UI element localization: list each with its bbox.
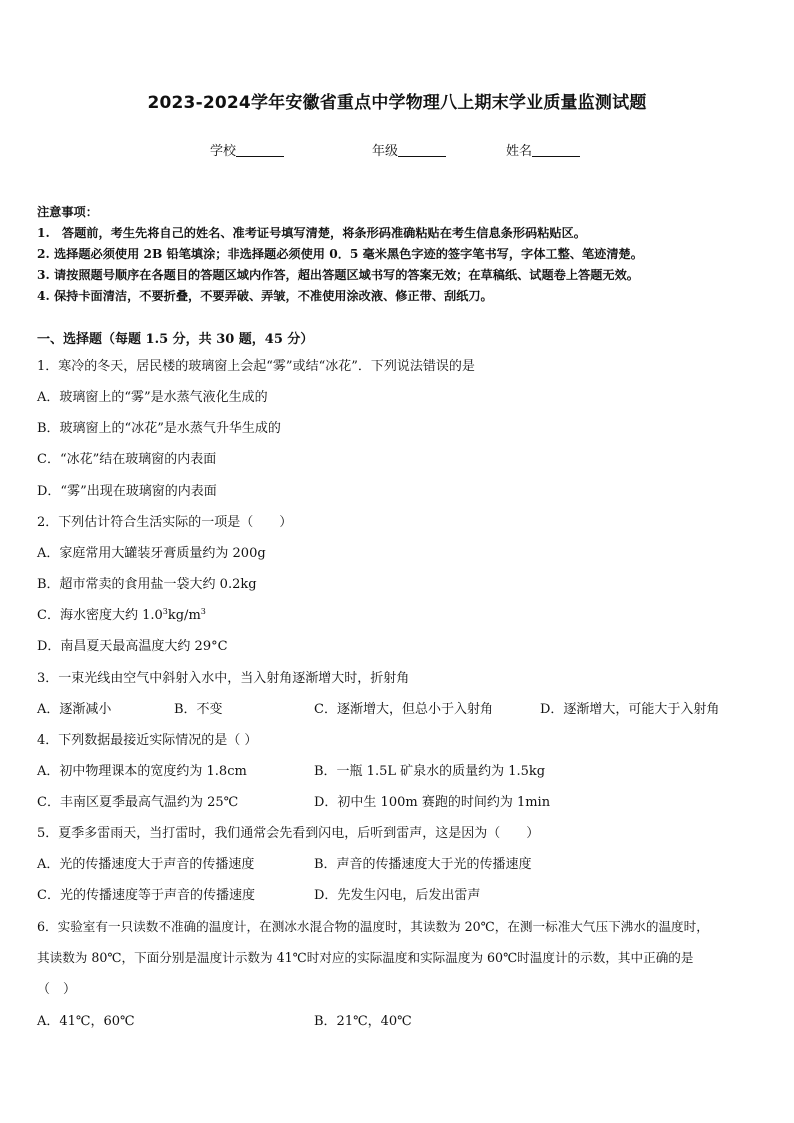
density-unit-exponent: 3 bbox=[200, 607, 206, 616]
student-info-row bbox=[0, 140, 794, 160]
grade-field bbox=[372, 140, 446, 159]
question-1-option-c: C．“冰花”结在玻璃窗的内表面 bbox=[37, 452, 217, 467]
question-5-stem: 5．夏季多雷雨天，当打雷时，我们通常会先看到闪电，后听到雷声，这是因为（ ） bbox=[37, 826, 540, 841]
school-label: 学校 bbox=[210, 144, 237, 159]
question-5-option-c: C．光的传播速度等于声音的传播速度 bbox=[37, 888, 255, 903]
question-5-option-a: A．光的传播速度大于声音的传播速度 bbox=[37, 857, 255, 872]
note-item: 4. 保持卡面清洁，不要折叠，不要弄破、弄皱，不准使用涂改液、修正带、刮纸刀。 bbox=[37, 289, 493, 303]
question-3-option-d: D．逐渐增大，可能大于入射角 bbox=[540, 702, 720, 717]
density-text: C．海水密度大约 1.0 bbox=[37, 608, 163, 623]
name-blank bbox=[532, 144, 580, 157]
question-4-option-a: A．初中物理课本的宽度约为 1.8cm bbox=[37, 764, 247, 779]
school-blank bbox=[236, 144, 284, 157]
school-field bbox=[210, 140, 284, 159]
note-item: 1. 答题前，考生先将自己的姓名、准考证号填写清楚，将条形码准确粘贴在考生信息条形码粘贴区。 bbox=[37, 226, 586, 240]
name-field bbox=[506, 140, 580, 159]
grade-label: 年级 bbox=[372, 144, 399, 159]
density-unit: kg/m bbox=[167, 608, 201, 623]
question-3-option-a: A．逐渐减小 bbox=[37, 702, 112, 717]
question-4-option-b: B．一瓶 1.5L 矿泉水的质量约为 1.5kg bbox=[314, 764, 546, 779]
section-heading: 一、选择题（每题 1.5 分，共 30 题，45 分） bbox=[37, 332, 314, 347]
question-6-stem-line: （ ） bbox=[37, 982, 77, 997]
question-1-stem: 1．寒冷的冬天，居民楼的玻璃窗上会起“雾”或结“冰花”．下列说法错误的是 bbox=[37, 359, 475, 374]
question-4-option-c: C．丰南区夏季最高气温约为 25℃ bbox=[37, 795, 239, 810]
name-label: 姓名 bbox=[506, 144, 533, 159]
question-2-option-d: D．南昌夏天最高温度大约 29°C bbox=[37, 639, 228, 654]
question-6-stem-line: 6．实验室有一只读数不准确的温度计，在测冰水混合物的温度时，其读数为 20℃，在测一标准大气压下沸水的温度时， bbox=[37, 919, 709, 934]
question-4-option-d: D．初中生 100m 赛跑的时间约为 1min bbox=[314, 795, 551, 810]
question-3-stem: 3．一束光线由空气中斜射入水中，当入射角逐渐增大时，折射角 bbox=[37, 671, 410, 686]
question-4-stem: 4．下列数据最接近实际情况的是（ ） bbox=[37, 733, 258, 748]
question-1-option-d: D．“雾”出现在玻璃窗的内表面 bbox=[37, 484, 217, 499]
question-5-option-d: D．先发生闪电，后发出雷声 bbox=[314, 888, 481, 903]
note-item: 2. 选择题必须使用 2B 铅笔填涂；非选择题必须使用 0．5 毫米黑色字迹的签字笔书写，字体工整、笔迹清楚。 bbox=[37, 247, 643, 261]
question-2-option-a: A．家庭常用大罐装牙膏质量约为 200g bbox=[37, 546, 266, 561]
question-6-stem-line: 其读数为 80℃，下面分别是温度计示数为 41℃时对应的实际温度和实际温度为 60℃时温度计的示数，其中正确的是 bbox=[37, 950, 694, 965]
grade-blank bbox=[398, 144, 446, 157]
notes-heading: 注意事项： bbox=[37, 205, 98, 219]
question-2-option-c bbox=[37, 604, 206, 623]
density-exponent: 3 bbox=[162, 607, 168, 616]
note-item: 3. 请按照题号顺序在各题目的答题区域内作答，超出答题区域书写的答案无效；在草稿纸、试题卷上答题无效。 bbox=[37, 268, 639, 282]
question-3-option-c: C．逐渐增大，但总小于入射角 bbox=[314, 702, 493, 717]
question-1-option-a: A．玻璃窗上的“雾”是水蒸气液化生成的 bbox=[37, 390, 268, 405]
page-title: 2023-2024学年安徽省重点中学物理八上期末学业质量监测试题 bbox=[147, 93, 647, 113]
question-3-option-b: B．不变 bbox=[174, 702, 223, 717]
question-1-option-b: B．玻璃窗上的“冰花”是水蒸气升华生成的 bbox=[37, 421, 281, 436]
question-2-stem: 2．下列估计符合生活实际的一项是（ ） bbox=[37, 515, 293, 530]
question-6-option-a: A．41℃，60℃ bbox=[37, 1014, 135, 1029]
question-6-option-b: B．21℃，40℃ bbox=[314, 1014, 412, 1029]
question-2-option-b: B．超市常卖的食用盐一袋大约 0.2kg bbox=[37, 577, 257, 592]
question-5-option-b: B．声音的传播速度大于光的传播速度 bbox=[314, 857, 532, 872]
